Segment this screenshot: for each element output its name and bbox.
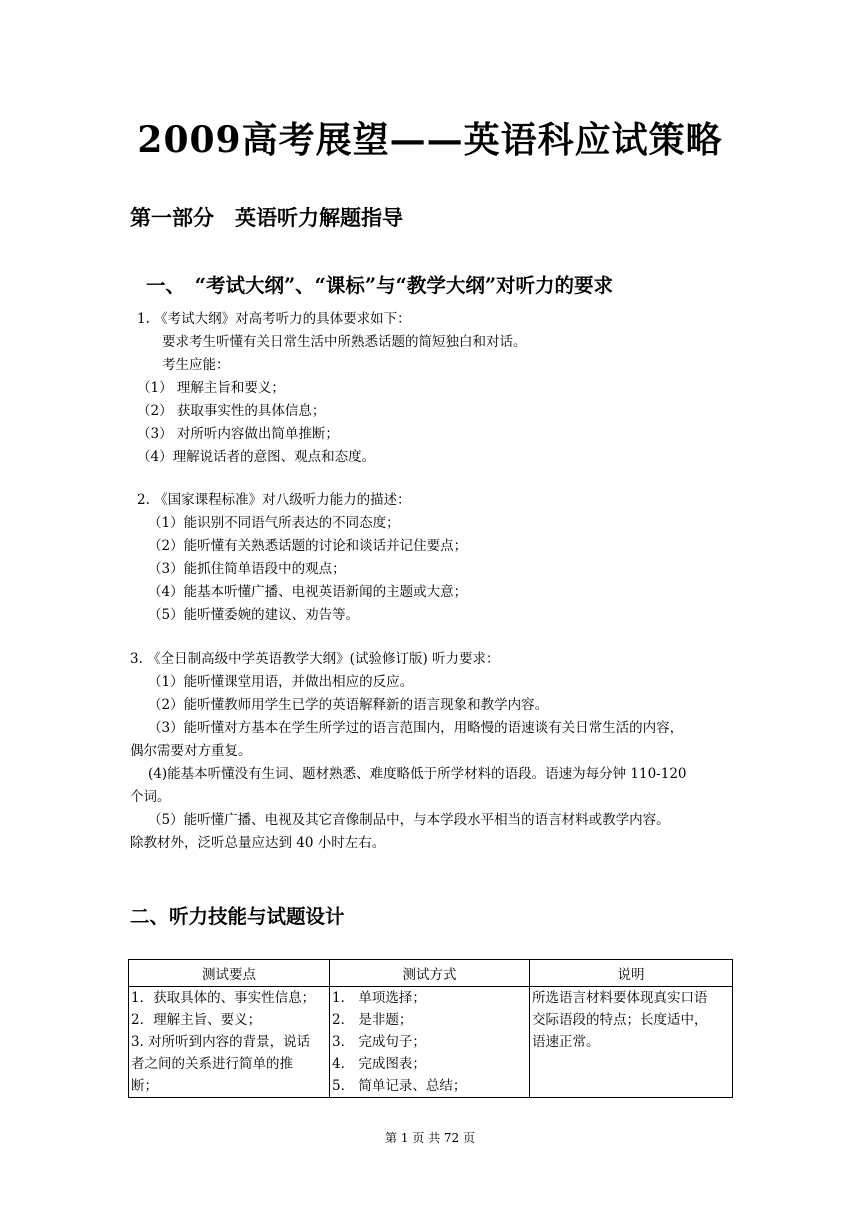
cell-line: 3. 对所听到内容的背景，说话 xyxy=(131,1034,311,1050)
cell-line: 5． 简单记录、总结； xyxy=(332,1078,467,1094)
list-item: 2. 《国家课程标准》对八级听力能力的描述： xyxy=(137,492,411,508)
table-row xyxy=(129,987,733,1098)
list-item: 1. 《考试大纲》对高考听力的具体要求如下： xyxy=(137,311,411,327)
list-item: （3） 对所听内容做出简单推断； xyxy=(137,426,339,442)
list-item: （4）能基本听懂广播、电视英语新闻的主题或大意； xyxy=(148,584,468,600)
list-item: （3）能听懂对方基本在学生所学过的语言范围内，用略慢的语速谈有关日常生活的内容， xyxy=(148,720,684,736)
table-header-row xyxy=(129,960,733,987)
table-cell xyxy=(330,987,530,1098)
table-header-cell: 测试要点 xyxy=(129,960,330,987)
list-item: （1） 理解主旨和要义； xyxy=(137,380,285,396)
list-item: 偶尔需要对方重复。 xyxy=(130,743,252,759)
cell-line: 者之间的关系进行简单的推 xyxy=(131,1056,293,1072)
part-heading: 第一部分 英语听力解题指导 xyxy=(130,205,403,230)
cell-line: 交际语段的特点；长度适中， xyxy=(532,1012,708,1028)
cell-line: 断； xyxy=(131,1078,158,1094)
document-title: 2009高考展望——英语科应试策略 xyxy=(137,119,723,161)
list-item: 要求考生听懂有关日常生活中所熟悉话题的简短独白和对话。 xyxy=(162,334,527,350)
list-item: 考生应能： xyxy=(162,357,230,373)
list-item: （4）理解说话者的意图、观点和态度。 xyxy=(137,449,376,465)
list-item: （2）能听懂教师用学生已学的英语解释新的语言现象和教学内容。 xyxy=(148,697,549,713)
cell-line: 2． 是非题； xyxy=(332,1012,413,1028)
section-heading-skills: 二、听力技能与试题设计 xyxy=(130,905,345,928)
cell-line: 所选语言材料要体现真实口语 xyxy=(532,990,708,1006)
table-cell xyxy=(129,987,330,1098)
cell-line: 语速正常。 xyxy=(532,1034,600,1050)
cell-line: 4． 完成图表； xyxy=(332,1056,426,1072)
table-header-cell: 说明 xyxy=(530,960,733,987)
list-item: 除教材外，泛听总量应达到 40 小时左右。 xyxy=(130,835,386,851)
cell-line: 1． 单项选择； xyxy=(332,990,426,1006)
list-item: (4)能基本听懂没有生词、题材熟悉、难度略低于所学材料的语段。语速为每分钟 110-120 xyxy=(148,766,687,782)
page-footer: 第 1 页 共 72 页 xyxy=(385,1131,475,1145)
table-header-cell: 测试方式 xyxy=(330,960,530,987)
list-item: （5）能听懂委婉的建议、劝告等。 xyxy=(148,607,360,623)
skills-table xyxy=(128,959,733,1098)
list-item: （2） 获取事实性的具体信息； xyxy=(137,403,326,419)
table-cell xyxy=(530,987,733,1098)
list-item: （5）能听懂广播、电视及其它音像制品中，与本学段水平相当的语言材料或教学内容。 xyxy=(148,812,670,828)
cell-line: 2．理解主旨、要义； xyxy=(131,1012,262,1028)
section-heading-requirements: 一、 “考试大纲”、“课标”与“教学大纲”对听力的要求 xyxy=(146,274,614,297)
cell-line: 1．获取具体的、事实性信息； xyxy=(131,990,316,1006)
list-item: （1）能听懂课堂用语，并做出相应的反应。 xyxy=(148,674,414,690)
list-item: （1）能识别不同语气所表达的不同态度； xyxy=(148,515,400,531)
list-item: 个词。 xyxy=(130,789,171,805)
list-item: 3. 《全日制高级中学英语教学大纲》(试验修订版) 听力要求： xyxy=(130,651,500,667)
list-item: （3）能抓住简单语段中的观点； xyxy=(148,561,346,577)
list-item: （2）能听懂有关熟悉话题的讨论和谈话并记住要点； xyxy=(148,538,468,554)
cell-line: 3． 完成句子； xyxy=(332,1034,426,1050)
